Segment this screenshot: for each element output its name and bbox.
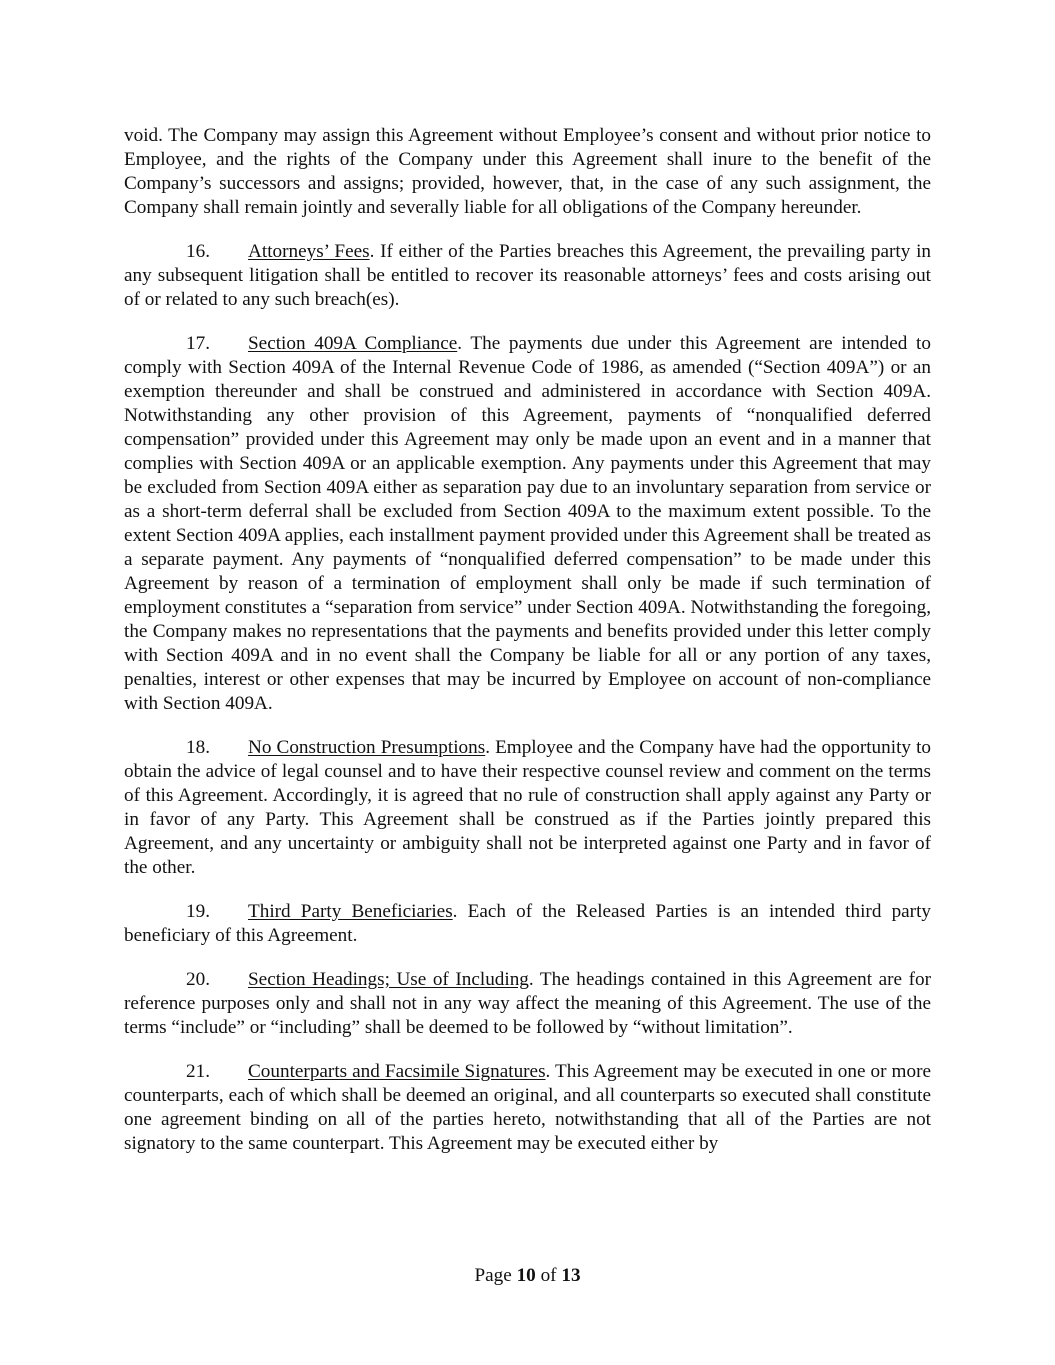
section-text: . This Agreement may be executed in one or more counterparts, each of which shall be deemed an original, and all counterparts so executed shall constitute one agreement binding on all of the parties hereto, notwithstanding that all of the Parties are not signatory to the same counterpart. This Agreement may be executed either by [124, 1061, 931, 1154]
of-label: of [540, 1265, 557, 1286]
opening-paragraph: void. The Company may assign this Agreement without Employee’s consent and without prior notice to Employee, and the rights of the Company under this Agreement shall inure to the benefit of the Company’s successors and assigns; provided, however, that, in the case of any such assignment, the Company shall remain jointly and severally liable for all obligations of the Company hereunder. [124, 125, 931, 218]
section-18-paragraph [124, 736, 931, 880]
section-19-paragraph [124, 900, 931, 948]
section-text: . If either of the Parties breaches this Agreement, the prevailing party in any subsequent litigation shall be entitled to recover its reasonable attorneys’ fees and costs arising out of or related to any such breach(es). [124, 241, 931, 310]
section-17-paragraph [124, 332, 931, 716]
section-21-paragraph [124, 1060, 931, 1156]
page-label: Page [474, 1265, 512, 1286]
section-text: . The headings contained in this Agreement are for reference purposes only and shall not in any way affect the meaning of this Agreement. The use of the terms “include” or “including” shall be deemed to be followed by “without limitation”. [124, 969, 931, 1038]
current-page-number: 10 [516, 1265, 536, 1286]
section-text: . The payments due under this Agreement are intended to comply with Section 409A of the Internal Revenue Code of 1986, as amended (“Section 409A”) or an exemption thereunder and shall be construed and administered in accordance with Section 409A. Notwithstanding any other provision of this Agreement, payments of “nonqualified deferred compensation” provided under this Agreement may only be made upon an event and in a manner that complies with Section 409A or an applicable exemption. Any payments under this Agreement that may be excluded from Section 409A either as separation pay due to an involuntary separation from service or as a short-term deferral shall be excluded from Section 409A to the maximum extent possible. To the extent Section 409A applies, each installment payment provided under this Agreement shall be treated as a separate payment. Any payments of “nonqualified deferred compensation” to be made under this Agreement by reason of a termination of employment shall only be made if such termination of employment constitutes a “separation from service” under Section 409A. Notwithstanding the foregoing, the Company makes no representations that the payments and benefits provided under this letter comply with Section 409A and in no event shall the Company be liable for all or any portion of any taxes, penalties, interest or other expenses that may be incurred by Employee on account of non-compliance with Section 409A. [124, 333, 931, 714]
section-20-paragraph [124, 968, 931, 1040]
section-number: 18. [186, 737, 210, 758]
section-text: . Employee and the Company have had the opportunity to obtain the advice of legal counsel and to have their respective counsel review and comment on the terms of this Agreement. Accordingly, it is agreed that no rule of construction shall apply against any Party or in favor of any Party. This Agreement shall be construed as if the Parties jointly prepared this Agreement, and any uncertainty or ambiguity shall not be interpreted against one Party and in favor of the other. [124, 737, 931, 878]
section-heading: Counterparts and Facsimile Signatures [248, 1061, 546, 1082]
section-heading: Attorneys’ Fees [248, 241, 370, 262]
section-number: 19. [186, 901, 210, 922]
section-heading: Section Headings; Use of Including [248, 969, 529, 990]
section-16-paragraph [124, 240, 931, 312]
document-body [124, 124, 931, 1176]
page-footer [0, 1264, 1055, 1288]
section-number: 20. [186, 969, 210, 990]
section-number: 17. [186, 333, 210, 354]
section-number: 16. [186, 241, 210, 262]
section-number: 21. [186, 1061, 210, 1082]
section-heading: Third Party Beneficiaries [248, 901, 453, 922]
total-pages-number: 13 [561, 1265, 581, 1286]
section-heading: Section 409A Compliance [248, 333, 458, 354]
section-heading: No Construction Presumptions [248, 737, 486, 758]
section-text: . Each of the Released Parties is an intended third party beneficiary of this Agreement. [124, 901, 931, 946]
